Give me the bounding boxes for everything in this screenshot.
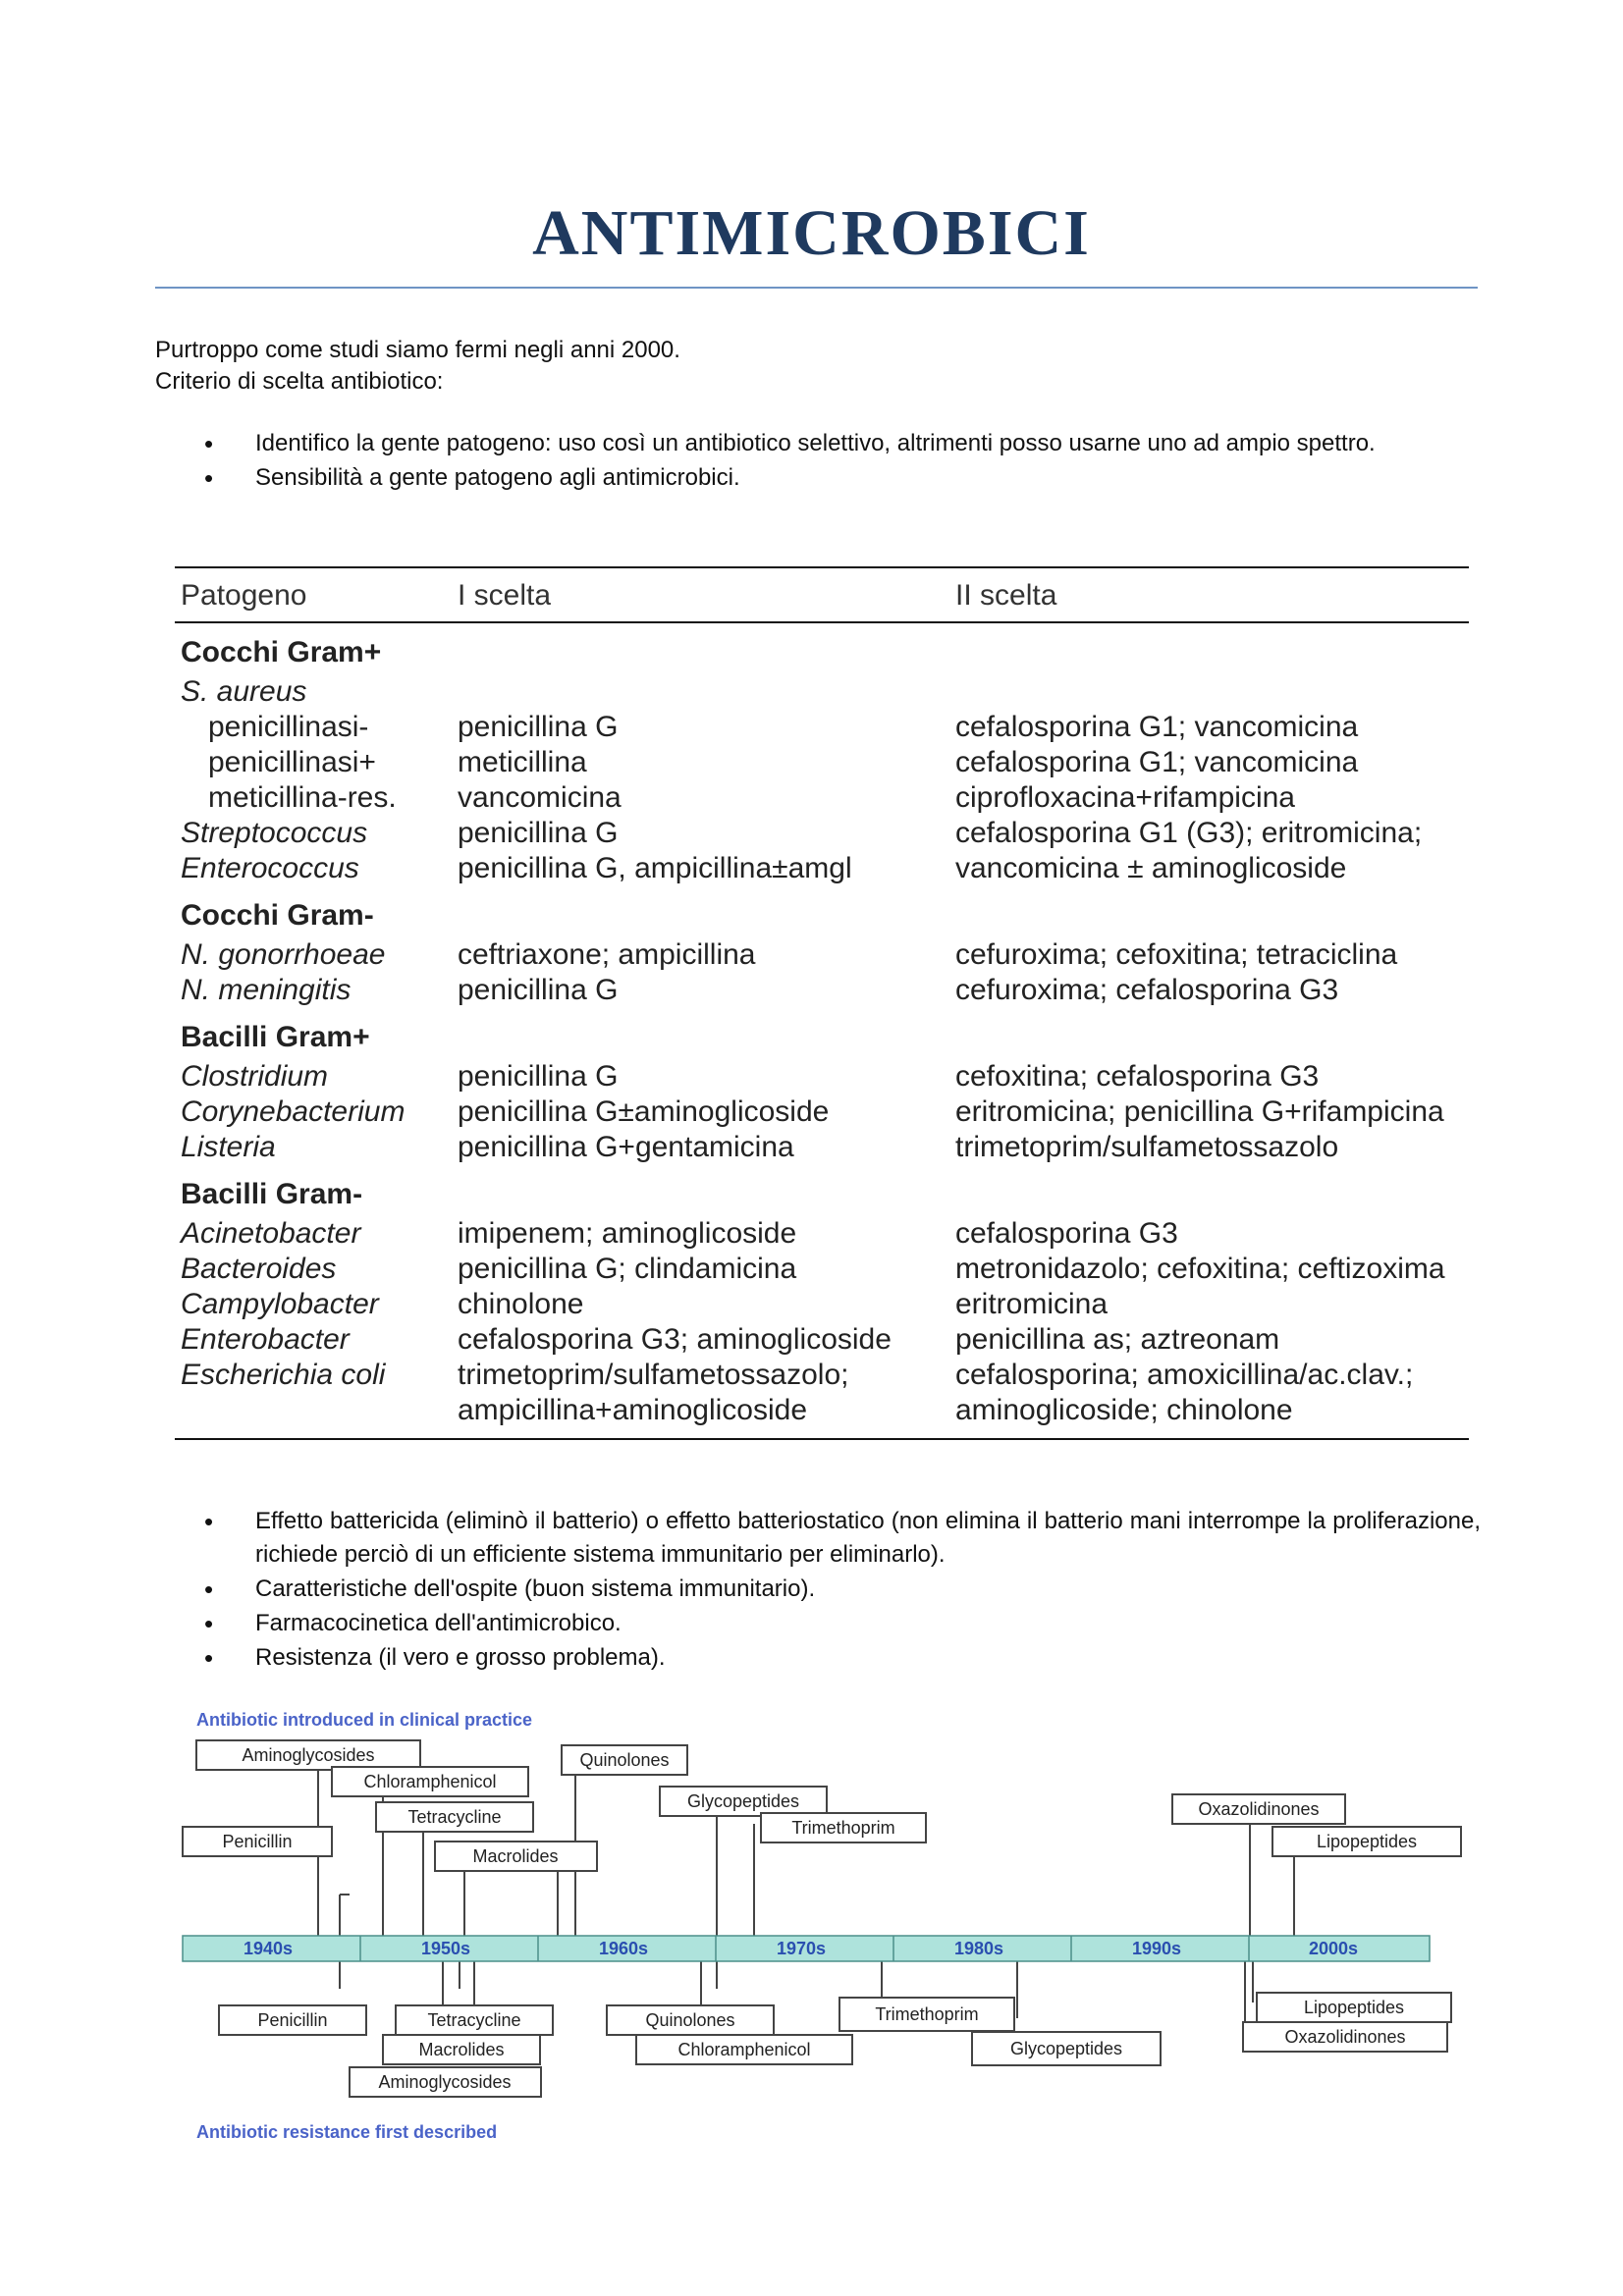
group-row: Bacilli Gram+	[181, 1021, 370, 1053]
list-item: • Farmacocinetica dell'antimicrobico.	[155, 1607, 1481, 1640]
intro-box-chloramphenicol	[332, 1767, 528, 1796]
svg-text:Glycopeptides: Glycopeptides	[686, 1791, 800, 1811]
svg-text:Trimethoprim: Trimethoprim	[791, 1818, 895, 1838]
svg-text:Tetracycline: Tetracycline	[427, 2010, 521, 2030]
decade-label: 1940s	[243, 1939, 294, 1958]
decade-label: 2000s	[1308, 1939, 1359, 1958]
svg-text:Chloramphenicol: Chloramphenicol	[677, 2040, 811, 2059]
svg-text:Lipopeptides: Lipopeptides	[1303, 1998, 1405, 2017]
svg-text:Aminoglycosides: Aminoglycosides	[242, 1745, 375, 1765]
svg-text:Macrolides: Macrolides	[472, 1846, 559, 1866]
timeline-bottom-caption: Antibiotic resistance first described	[196, 2122, 498, 2142]
column-header-patogeno: Patogeno	[181, 579, 307, 612]
intro-box-tetracycline	[376, 1802, 533, 1832]
group-row: Bacilli Gram-	[181, 1178, 363, 1210]
table-row: Streptococcus penicillina G cefalosporina G1 (G3); eritromicina;	[181, 817, 1423, 849]
resistance-box-aminoglycosides	[350, 2067, 541, 2097]
decade-label: 1960s	[598, 1939, 649, 1958]
table-row: Enterobacter cefalosporina G3; aminoglicoside penicillina as; aztreonam	[181, 1323, 1280, 1356]
svg-text:Chloramphenicol: Chloramphenicol	[363, 1772, 497, 1791]
group-row: Cocchi Gram-	[181, 899, 374, 932]
svg-text:Tetracycline: Tetracycline	[407, 1807, 502, 1827]
resistance-box-chloramphenicol	[636, 2035, 852, 2064]
column-header-ii-scelta: II scelta	[955, 579, 1057, 612]
resistance-box-oxazolidinones	[1243, 2022, 1447, 2052]
svg-text:Trimethoprim: Trimethoprim	[875, 2004, 979, 2024]
intro-box-macrolides	[435, 1842, 597, 1871]
resistance-box-macrolides	[383, 2035, 540, 2064]
resistance-box-penicillin	[219, 2005, 366, 2035]
intro-box-oxazolidinones	[1172, 1794, 1345, 1824]
resistance-box-trimethoprim	[839, 1998, 1014, 2031]
resistance-box-tetracycline	[396, 2005, 553, 2035]
svg-text:Oxazolidinones: Oxazolidinones	[1284, 2027, 1406, 2047]
antibiotic-table	[175, 566, 1471, 1440]
resistance-box-quinolones	[607, 2005, 774, 2035]
column-header-i-scelta: I scelta	[458, 579, 552, 612]
table-row: Bacteroides penicillina G; clindamicina metronidazolo; cefoxitina; ceftizoxima	[181, 1253, 1445, 1285]
intro-box-trimethoprim	[761, 1813, 926, 1842]
svg-text:Aminoglycosides: Aminoglycosides	[378, 2072, 512, 2092]
table-row: penicillinasi+ meticillina cefalosporina G1; vancomicina	[208, 746, 1359, 778]
table-row: Listeria penicillina G+gentamicina trimetoprim/sulfametossazolo	[181, 1131, 1339, 1163]
svg-text:Macrolides: Macrolides	[418, 2040, 505, 2059]
svg-text:Lipopeptides: Lipopeptides	[1316, 1832, 1418, 1851]
bullet-list-top	[155, 427, 1481, 496]
svg-text:Glycopeptides: Glycopeptides	[1009, 2039, 1123, 2058]
intro-line-2: Criterio di scelta antibiotico:	[155, 368, 444, 395]
intro-box-quinolones	[562, 1745, 687, 1775]
resistance-box-lipopeptides	[1257, 1993, 1451, 2022]
table-row: Acinetobacter imipenem; aminoglicoside cefalosporina G3	[181, 1217, 1178, 1250]
table-row: meticillina-res. vancomicina ciprofloxacina+rifampicina	[208, 781, 1295, 814]
table-row: ampicillina+aminoglicoside aminoglicoside; chinolone	[458, 1394, 1293, 1426]
decade-label: 1950s	[420, 1939, 471, 1958]
decade-label: 1970s	[776, 1939, 827, 1958]
title-divider	[155, 287, 1478, 289]
svg-text:Penicillin: Penicillin	[257, 2010, 328, 2030]
intro-box-lipopeptides	[1272, 1827, 1461, 1856]
table-row: Campylobacter chinolone eritromicina	[181, 1288, 1109, 1320]
intro-line-1: Purtroppo come studi siamo fermi negli anni 2000.	[155, 337, 680, 363]
table-row: penicillinasi- penicillina G cefalosporina G1; vancomicina	[208, 711, 1359, 743]
intro-box-aminoglycosides	[196, 1740, 420, 1770]
table-row: N. meningitis penicillina G cefuroxima; cefalosporina G3	[181, 974, 1339, 1006]
svg-text:Quinolones: Quinolones	[579, 1750, 670, 1770]
table-row: Clostridium penicillina G cefoxitina; cefalosporina G3	[181, 1060, 1320, 1093]
list-item: • Caratteristiche dell'ospite (buon sistema immunitario).	[155, 1573, 1481, 1606]
decade-label: 1980s	[953, 1939, 1004, 1958]
antibiotic-timeline-figure	[175, 1708, 1471, 2164]
table-row: Escherichia coli trimetoprim/sulfametossazolo; cefalosporina; amoxicillina/ac.clav.;	[181, 1359, 1414, 1391]
table-row: N. gonorrhoeae ceftriaxone; ampicillina cefuroxima; cefoxitina; tetraciclina	[181, 938, 1398, 971]
table-row: Corynebacterium penicillina G±aminoglicoside eritromicina; penicillina G+rifampicina	[181, 1095, 1444, 1128]
list-item: • Sensibilità a gente patogeno agli antimicrobici.	[155, 461, 1481, 495]
decade-label: 1990s	[1131, 1939, 1182, 1958]
page-title: ANTIMICROBICI	[532, 197, 1091, 269]
group-row: Cocchi Gram+	[181, 636, 382, 668]
intro-box-glycopeptides	[660, 1787, 827, 1816]
decade-bar	[183, 1936, 1430, 1961]
timeline-top-caption: Antibiotic introduced in clinical practice	[196, 1710, 533, 1730]
list-item: • Effetto battericida (eliminò il batterio) o effetto batteriostatico (non elimina il batterio mani interrompe la proliferazione, richiede perciò di un efficiente sistema immunitario per eliminarlo).	[155, 1505, 1481, 1572]
bullet-list-bottom	[155, 1505, 1481, 1676]
table-row: S. aureus	[181, 675, 307, 708]
intro-box-penicillin	[183, 1827, 332, 1856]
svg-text:Oxazolidinones: Oxazolidinones	[1198, 1799, 1320, 1819]
table-row: Enterococcus penicillina G, ampicillina±amgl vancomicina ± aminoglicoside	[181, 852, 1347, 884]
svg-text:Quinolones: Quinolones	[645, 2010, 735, 2030]
svg-text:Penicillin: Penicillin	[222, 1832, 293, 1851]
list-item: • Resistenza (il vero e grosso problema).	[155, 1641, 1481, 1675]
list-item: • Identifico la gente patogeno: uso così un antibiotico selettivo, altrimenti posso usarne uno ad ampio spettro.	[155, 427, 1481, 460]
resistance-box-glycopeptides	[972, 2032, 1161, 2065]
